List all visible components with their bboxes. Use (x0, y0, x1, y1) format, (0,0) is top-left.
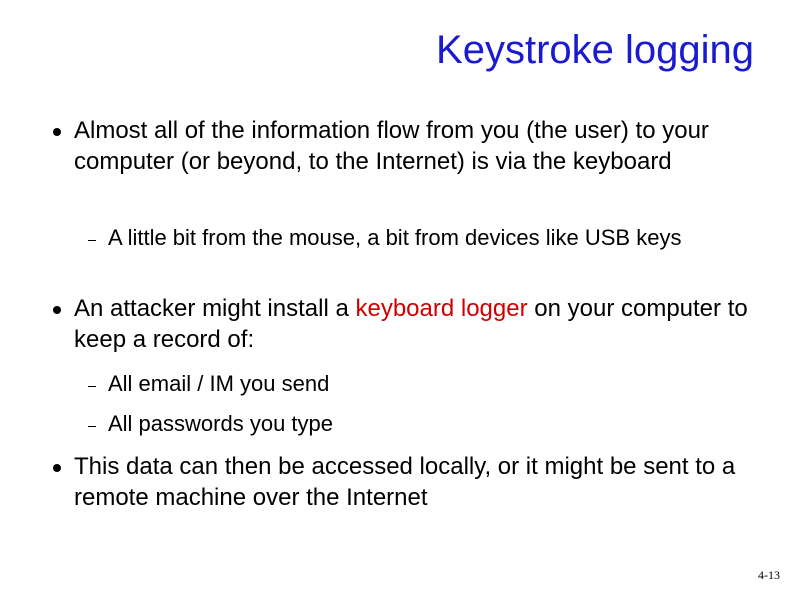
bullet-dot-icon (53, 306, 61, 314)
dash-icon (88, 386, 96, 387)
sub-bullet-text: All email / IM you send (108, 371, 330, 396)
sub-bullet-text: A little bit from the mouse, a bit from devices like USB keys (108, 225, 682, 250)
bullet-text: Almost all of the information flow from you (the user) to your computer (or beyond, to the Internet) is via the keyboard (74, 117, 709, 175)
highlighted-term: keyboard logger (355, 295, 528, 322)
bullet-text-end: on your computer to keep a record of: (74, 295, 748, 353)
bullet-text-start: An attacker might install a (74, 295, 356, 322)
bullet-dot-icon (53, 128, 61, 136)
bullet-dot-icon (53, 464, 61, 472)
bullet-text (74, 293, 764, 355)
slide-number: 4-13 (758, 568, 780, 582)
dash-icon (88, 426, 96, 427)
dash-icon (88, 240, 96, 241)
sub-bullet-text: All passwords you type (108, 411, 333, 436)
bullet-text: This data can then be accessed locally, or it might be sent to a remote machine over the Internet (74, 453, 736, 511)
slide-title: Keystroke logging (436, 28, 754, 72)
